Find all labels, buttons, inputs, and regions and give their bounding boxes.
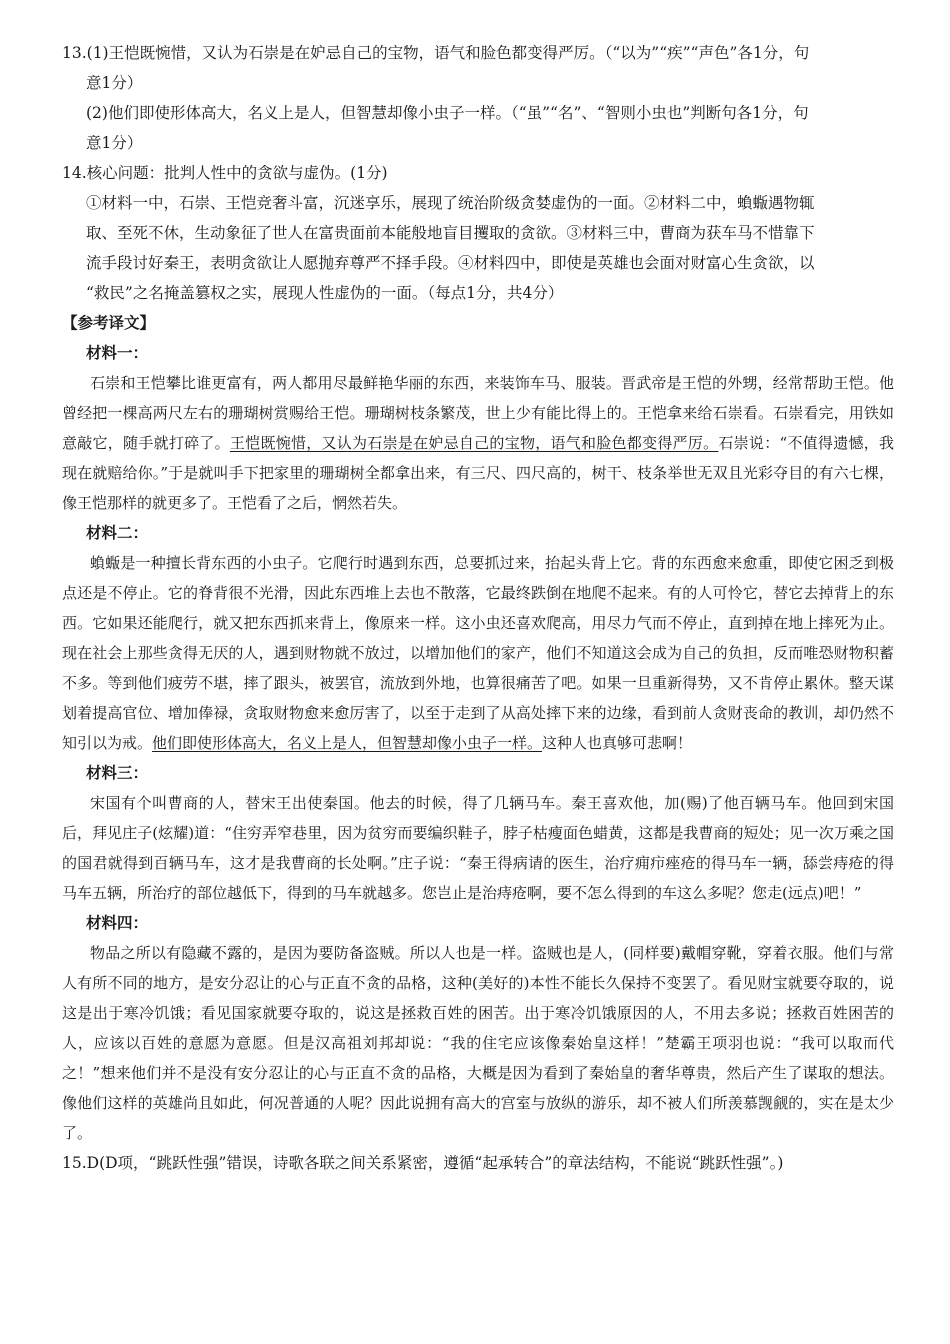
material-4-text: 物品之所以有隐藏不露的，是因为要防备盗贼。所以人也是一样。盗贼也是人，(同样要)戴帽穿靴，穿着衣服。他们与常人有所不同的地方，是安分忍让的心与正直不贪的品格，这种(美好的)本性不能长久保持不变罢了。看见财宝就要夺取的，说这是出于寒冷饥饿；看见国家就要夺取的，说这是拯救百姓的困苦。出于寒冷饥饿原因的人，不用去多说；拯救百姓困苦的人，应该以百姓的意愿为意愿。但是汉高祖刘邦却说：“我的住宅应该像秦始皇这样！”楚霸王项羽也说：“我可以取而代之！”想来他们并不是没有安分忍让的心与正直不贪的品格，大概是因为看到了秦始皇的奢华尊贵，然后产生了谋取的想法。像他们这样的英雄尚且如此，何况普通的人呢？因此说拥有高大的宫室与放纵的游乐，却不被人们所羡慕觊觎的，实在是太少了。 xyxy=(62,944,894,1142)
q13-part2-line1: (2)他们即使形体高大，名义上是人，但智慧却像小虫子一样。（“虽”“名”、“智则小虫也”判断句各1分，句 xyxy=(86,104,809,122)
material-3-title: 材料三： xyxy=(86,764,149,782)
material-2-title: 材料二： xyxy=(86,524,149,542)
translation-header: 【参考译文】 xyxy=(62,314,156,332)
material-1-text-b: 石崇说：“不值得遗憾，我现在就赔给你。”于是就叫手下把家里的珊瑚树全都拿出来，有三尺、四尺高的，树干、枝条举世无双且光彩夺目的有六七棵，像王恺那样的就更多了。王恺看了之后，惘然若失。 xyxy=(62,434,894,512)
question-15: 15.D(D项，“跳跃性强”错误，诗歌各联之间关系紧密，遵循“起承转合”的章法结构，不能说“跳跃性强”。) xyxy=(62,1154,784,1172)
material-4-title: 材料四： xyxy=(86,914,149,932)
material-1-text-a: 石崇和王恺攀比谁更富有，两人都用尽最鲜艳华丽的东西，来装饰车马、服装。晋武帝是王恺的外甥，经常帮助王恺。他曾经把一棵高两尺左右的珊瑚树赏赐给王恺。珊瑚树枝条繁茂，世上少有能比得上的。王恺拿来给石崇看。石崇看完，用铁如意敲它，随手就打碎了。 xyxy=(62,374,894,452)
q13-part1-line1: 13.(1)王恺既惋惜，又认为石崇是在妒忌自己的宝物，语气和脸色都变得严厉。（“以为”“疾”“声色”各1分，句 xyxy=(62,44,810,62)
q14-answer-line: ①材料一中，石崇、王恺竞奢斗富，沉迷享乐，展现了统治阶级贪婪虚伪的一面。②材料二中，蝜蝂遇物辄 xyxy=(86,194,815,212)
q14-answer-line: “救民”之名掩盖篡权之实，展现人性虚伪的一面。（每点1分，共4分） xyxy=(86,284,564,302)
question-13 xyxy=(62,38,894,158)
material-2-text-b: 这种人也真够可悲啊！ xyxy=(542,734,693,752)
q14-answer-line: 取、至死不休，生动象征了世人在富贵面前本能般地盲目攫取的贪欲。③材料三中，曹商为获车马不惜靠下 xyxy=(86,224,815,242)
material-1-title: 材料一： xyxy=(86,344,149,362)
q14-answer-line: 流手段讨好秦王，表明贪欲让人愿抛弃尊严不择手段。④材料四中，即使是英雄也会面对财富心生贪欲，以 xyxy=(86,254,815,272)
material-2-underlined: 他们即使形体高大，名义上是人，但智慧却像小虫子一样。 xyxy=(152,734,543,752)
material-2-text-a: 蝜蝂是一种擅长背东西的小虫子。它爬行时遇到东西，总要抓过来，抬起头背上它。背的东西愈来愈重，即使它困乏到极点还是不停止。它的脊背很不光滑，因此东西堆上去也不散落，它最终跌倒在地爬不起来。有的人可怜它，替它去掉背上的东西。它如果还能爬行，就又把东西抓来背上，像原来一样。这小虫还喜欢爬高，用尽力气而不停止，直到掉在地上摔死为止。现在社会上那些贪得无厌的人，遇到财物就不放过，以增加他们的家产，他们不知道这会成为自己的负担，反而唯恐财物积蓄不多。等到他们疲劳不堪，摔了跟头，被罢官，流放到外地，也算很痛苦了吧。如果一旦重新得势，又不肯停止累休。整天谋划着提高官位、增加俸禄，贪取财物愈来愈厉害了，以至于走到了从高处摔下来的边缘，看到前人贪财丧命的教训，却仍然不知引以为戒。 xyxy=(62,554,894,752)
q14-title: 14.核心问题：批判人性中的贪欲与虚伪。(1分) xyxy=(62,164,388,182)
material-1-underlined: 王恺既惋惜，又认为石崇是在妒忌自己的宝物，语气和脸色都变得严厉。 xyxy=(229,434,719,452)
q13-part2-line2: 意1分） xyxy=(86,134,143,152)
question-14 xyxy=(62,158,894,308)
material-1-text xyxy=(62,368,894,518)
material-2-text xyxy=(62,548,894,758)
q13-part1-line2: 意1分） xyxy=(86,74,143,92)
material-3-text: 宋国有个叫曹商的人，替宋王出使秦国。他去的时候，得了几辆马车。秦王喜欢他，加(赐)了他百辆马车。他回到宋国后，拜见庄子(炫耀)道：“住穷弄窄巷里，因为贫穷而要编织鞋子，脖子枯瘦面色蜡黄，这都是我曹商的短处；见一次万乘之国的国君就得到百辆马车，这才是我曹商的长处啊。”庄子说：“秦王得病请的医生，治疗痈疖痤疮的得马车一辆，舔尝痔疮的得马车五辆，所治疗的部位越低下，得到的马车就越多。您岂止是治痔疮啊，要不怎么得到的车这么多呢？您走(远点)吧！” xyxy=(62,794,894,902)
